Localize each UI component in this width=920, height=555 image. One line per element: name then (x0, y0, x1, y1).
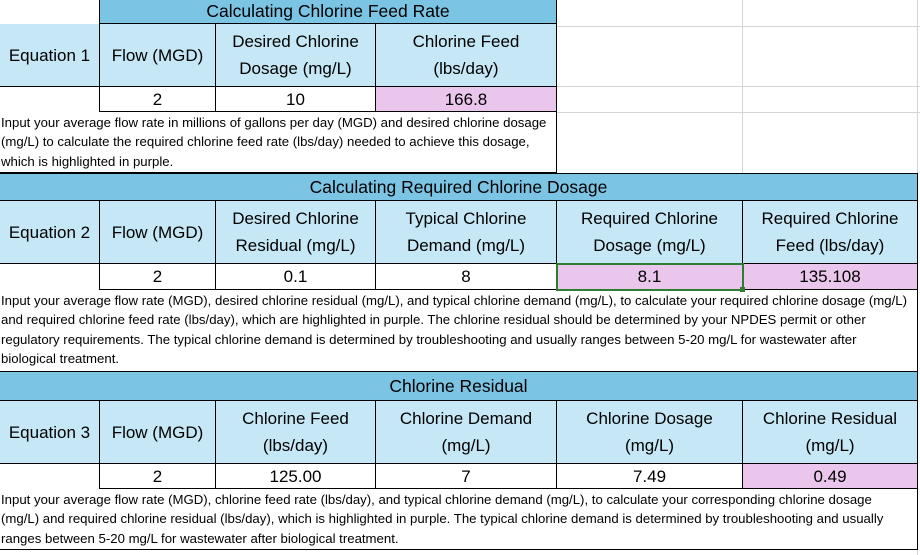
eq2-label[interactable]: Equation 2 (0, 201, 100, 264)
eq1-flow-header[interactable]: Flow (MGD) (100, 24, 216, 87)
eq3-feed-value[interactable]: 125.00 (216, 464, 376, 489)
eq3-residual-header[interactable]: Chlorine Residual (mg/L) (743, 401, 918, 464)
eq2-dosage-header[interactable]: Required Chlorine Dosage (mg/L) (557, 201, 743, 264)
eq2-demand-value[interactable]: 8 (376, 264, 557, 290)
eq2-dosage-result-selected[interactable]: 8.1 (556, 263, 744, 291)
eq3-feed-header[interactable]: Chlorine Feed (lbs/day) (216, 401, 376, 464)
eq3-dosage-header[interactable]: Chlorine Dosage (mg/L) (557, 401, 743, 464)
eq3-dosage-value[interactable]: 7.49 (557, 464, 743, 489)
eq1-flow-value[interactable]: 2 (99, 87, 216, 112)
eq3-flow-header[interactable]: Flow (MGD) (100, 401, 216, 464)
gridline (556, 86, 920, 87)
eq3-residual-result[interactable]: 0.49 (743, 464, 918, 489)
fill-handle[interactable] (740, 287, 745, 292)
eq1-feed-result[interactable]: 166.8 (376, 87, 557, 112)
eq3-label[interactable]: Equation 3 (0, 401, 100, 464)
eq1-note[interactable]: Input your average flow rate in millions of gallons per day (MGD) and desired chlorine dosage (mg/L) to calculate the required chlorine feed rate (lbs/day) needed to achieve this dosage, which is highlighted in purple. (0, 112, 557, 173)
eq2-title[interactable]: Calculating Required Chlorine Dosage (0, 173, 918, 201)
eq1-dosage-value[interactable]: 10 (216, 87, 376, 112)
eq1-dosage-header[interactable]: Desired Chlorine Dosage (mg/L) (216, 24, 376, 87)
eq1-title[interactable]: Calculating Chlorine Feed Rate (99, 0, 557, 24)
eq2-note[interactable]: Input your average flow rate (MGD), desired chlorine residual (mg/L), and typical chlorine demand (mg/L), to calculate your required chlorine dosage (mg/L) and required chlorine feed rate (lbs/day), which are highlighted in purple. The chlorine residual should be determined by your NPDES permit or other regulatory requirements. The typical chlorine demand is determined by troubleshooting and usually ranges between 5-20 mg/L for wastewater after biological treatment. (0, 290, 918, 372)
eq3-demand-value[interactable]: 7 (376, 464, 557, 489)
gridline (556, 112, 920, 113)
eq2-residual-value[interactable]: 0.1 (216, 264, 376, 290)
eq2-residual-header[interactable]: Desired Chlorine Residual (mg/L) (216, 201, 376, 264)
eq3-note[interactable]: Input your average flow rate (MGD), chlorine feed rate (lbs/day), and typical chlorine demand (mg/L), to calculate your corresponding chlorine dosage (mg/L) and required chlorine residual (lbs/day), which is highlighted in purple. The typical chlorine demand is determined by troubleshooting and usually ranges between 5-20 mg/L for wastewater after biological treatment. (0, 489, 918, 550)
eq2-flow-header[interactable]: Flow (MGD) (100, 201, 216, 264)
eq3-flow-value[interactable]: 2 (99, 464, 216, 489)
eq2-demand-header[interactable]: Typical Chlorine Demand (mg/L) (376, 201, 557, 264)
eq1-label[interactable]: Equation 1 (0, 24, 100, 87)
eq2-feed-header[interactable]: Required Chlorine Feed (lbs/day) (743, 201, 918, 264)
eq3-demand-header[interactable]: Chlorine Demand (mg/L) (376, 401, 557, 464)
gridline (556, 26, 920, 27)
eq2-feed-result[interactable]: 135.108 (743, 264, 918, 290)
eq1-feed-header[interactable]: Chlorine Feed (lbs/day) (376, 24, 557, 87)
eq3-title[interactable]: Chlorine Residual (0, 372, 918, 401)
eq2-flow-value[interactable]: 2 (99, 264, 216, 290)
